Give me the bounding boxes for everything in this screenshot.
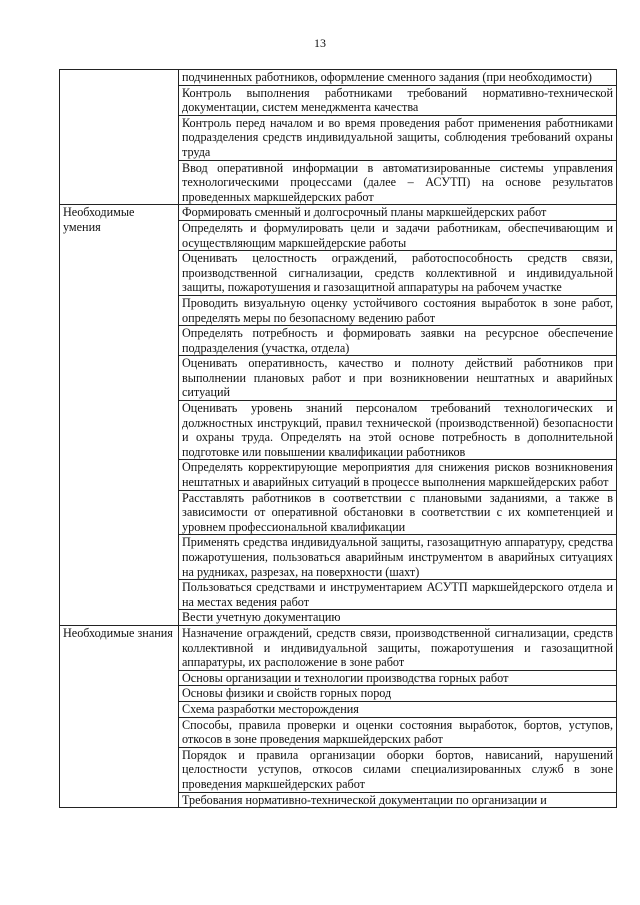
requirement-item: Проводить визуальную оценку устойчивого состояния выработок в зоне работ, определять меры по безопасному ведению работ — [179, 295, 617, 325]
requirement-item: Определять потребность и формировать заявки на ресурсное обеспечение подразделения (участка, отдела) — [179, 326, 617, 356]
table-row — [60, 625, 617, 670]
table-body — [60, 70, 617, 808]
table-row — [60, 205, 617, 221]
section-label: Необходимые умения — [60, 205, 179, 626]
requirement-item: Основы физики и свойств горных пород — [179, 686, 617, 702]
requirement-item: Вести учетную документацию — [179, 610, 617, 626]
requirement-item: Ввод оперативной информации в автоматизированные системы управления технологическими процессами (далее – АСУТП) на основе результатов проведенных маркшейдерских работ — [179, 160, 617, 205]
requirement-item: Оценивать уровень знаний персоналом требований технологических и должностных инструкций, правил технической (производственной) безопасности и охраны труда. Определять на этой основе потребность в дополнительной подготовке или повышении квалификации работников — [179, 401, 617, 460]
requirement-item: Расставлять работников в соответствии с плановыми заданиями, а также в зависимости от оперативной обстановки в соответствии с их компетенцией и уровнем профессиональной квалификации — [179, 490, 617, 535]
requirement-item: Формировать сменный и долгосрочный планы маркшейдерских работ — [179, 205, 617, 221]
requirement-item: Оценивать оперативность, качество и полноту действий работников при выполнении плановых работ и при возникновении нештатных и аварийных ситуаций — [179, 356, 617, 401]
requirement-item: Основы организации и технологии производства горных работ — [179, 670, 617, 686]
requirement-item: Пользоваться средствами и инструментарием АСУТП маркшейдерского отдела и на местах ведения работ — [179, 580, 617, 610]
requirement-item: Контроль перед началом и во время проведения работ применения работниками подразделения средств индивидуальной защиты, соблюдения требований охраны труда — [179, 115, 617, 160]
requirement-item: Определять и формулировать цели и задачи работникам, обеспечивающим и осуществляющим маркшейдерские работы — [179, 220, 617, 250]
section-label — [60, 70, 179, 205]
requirement-item: Применять средства индивидуальной защиты, газозащитную аппаратуру, средства пожаротушения, пользоваться аварийным инструментом в аварийных ситуациях на рудниках, разрезах, на поверхности (шахт) — [179, 535, 617, 580]
table-row — [60, 70, 617, 86]
requirement-item: Схема разработки месторождения — [179, 701, 617, 717]
qualification-table — [59, 69, 617, 808]
requirement-item: Определять корректирующие мероприятия для снижения рисков возникновения нештатных и аварийных ситуаций в процессе выполнения маркшейдерских работ — [179, 460, 617, 490]
page-number: 13 — [314, 36, 326, 50]
requirement-item: Назначение ограждений, средств связи, производственной сигнализации, средств коллективной и индивидуальной защиты, пожаротушения и газозащитной аппаратуры, их расположение в зоне работ — [179, 625, 617, 670]
requirement-item: Оценивать целостность ограждений, работоспособность средств связи, производственной сигнализации, средств коллективной и индивидуальной защиты, пожаротушения и газозащитной аппаратуры на рабочем участке — [179, 251, 617, 296]
requirement-item: Контроль выполнения работниками требований нормативно-технической документации, систем менеджмента качества — [179, 85, 617, 115]
requirement-item: подчиненных работников, оформление сменного задания (при необходимости) — [179, 70, 617, 86]
requirement-item: Способы, правила проверки и оценки состояния выработок, бортов, уступов, откосов в зоне проведения маркшейдерских работ — [179, 717, 617, 747]
requirement-item: Порядок и правила организации оборки бортов, нависаний, нарушений целостности уступов, откосов силами специализированных служб в зоне проведения маркшейдерских работ — [179, 747, 617, 792]
section-label: Необходимые знания — [60, 625, 179, 807]
requirement-item: Требования нормативно-технической документации по организации и — [179, 792, 617, 808]
